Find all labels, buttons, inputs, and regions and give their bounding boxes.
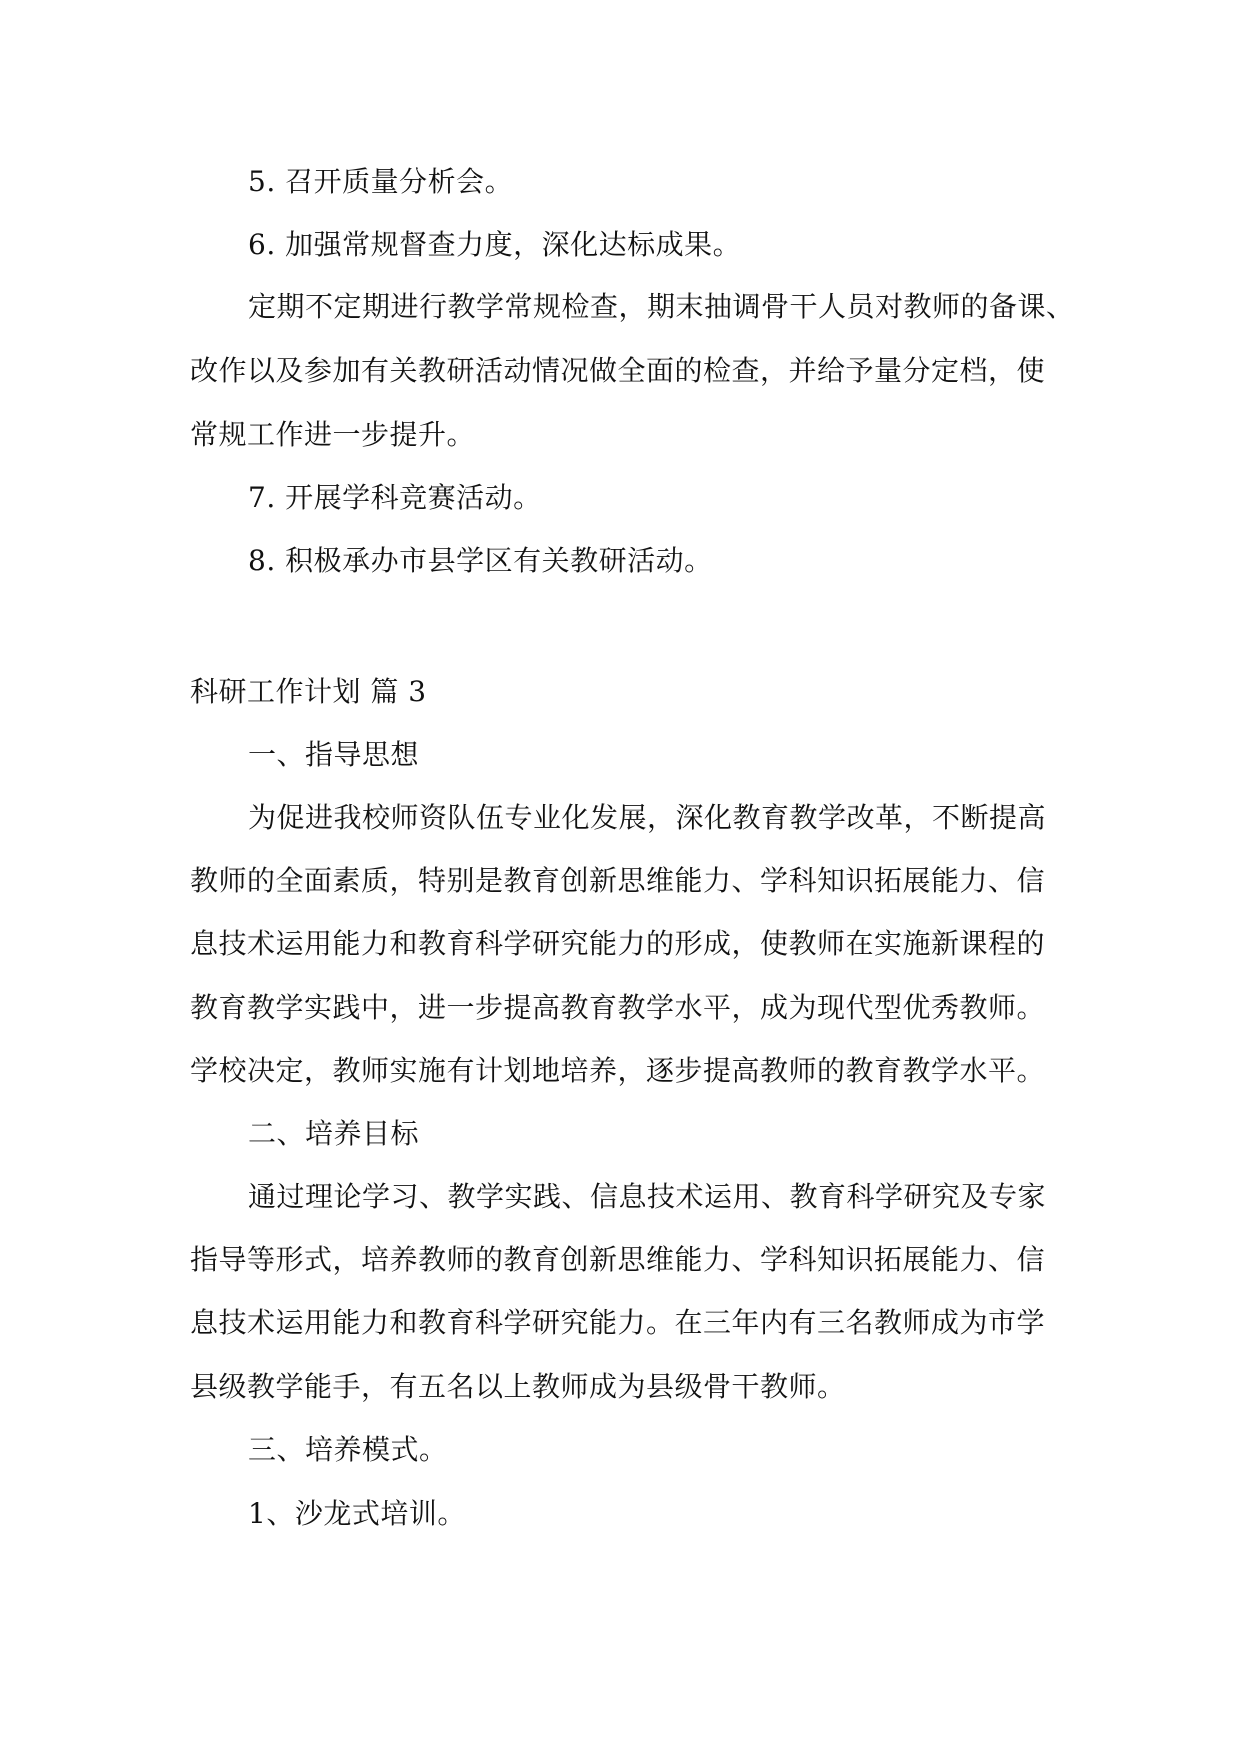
paragraph-line: 教育教学实践中，进一步提高教育教学水平，成为现代型优秀教师。 bbox=[190, 991, 1046, 1024]
paragraph-line: 县级教学能手，有五名以上教师成为县级骨干教师。 bbox=[190, 1370, 846, 1403]
heading-training-mode: 三、培养模式。 bbox=[248, 1433, 448, 1466]
section-title: 科研工作计划 篇 3 bbox=[190, 675, 427, 708]
item-7-competition: 7. 开展学科竞赛活动。 bbox=[248, 481, 542, 514]
paragraph-line: 学校决定，教师实施有计划地培养，逐步提高教师的教育教学水平。 bbox=[190, 1054, 1046, 1087]
paragraph-line: 息技术运用能力和教育科学研究能力的形成，使教师在实施新课程的 bbox=[190, 927, 1046, 960]
paragraph-line: 教师的全面素质，特别是教育创新思维能力、学科知识拓展能力、信 bbox=[190, 864, 1046, 897]
item-8-research-activities: 8. 积极承办市县学区有关教研活动。 bbox=[248, 544, 713, 577]
heading-training-goals: 二、培养目标 bbox=[248, 1117, 420, 1150]
item-1-salon-training: 1、沙龙式培训。 bbox=[248, 1497, 466, 1530]
paragraph-line: 改作以及参加有关教研活动情况做全面的检查，并给予量分定档，使 bbox=[190, 354, 1046, 387]
item-5-quality-meeting: 5. 召开质量分析会。 bbox=[248, 165, 514, 198]
heading-guiding-thought: 一、指导思想 bbox=[248, 738, 420, 771]
paragraph-line: 息技术运用能力和教育科学研究能力。在三年内有三名教师成为市学 bbox=[190, 1306, 1046, 1339]
paragraph-line: 常规工作进一步提升。 bbox=[190, 418, 476, 451]
item-6-routine-inspection: 6. 加强常规督查力度，深化达标成果。 bbox=[248, 228, 742, 261]
paragraph-line: 通过理论学习、教学实践、信息技术运用、教育科学研究及专家 bbox=[248, 1180, 1047, 1213]
paragraph-line: 为促进我校师资队伍专业化发展，深化教育教学改革，不断提高 bbox=[248, 801, 1047, 834]
paragraph-line: 指导等形式，培养教师的教育创新思维能力、学科知识拓展能力、信 bbox=[190, 1243, 1046, 1276]
paragraph-line: 定期不定期进行教学常规检查，期末抽调骨干人员对教师的备课、 bbox=[248, 290, 1075, 323]
